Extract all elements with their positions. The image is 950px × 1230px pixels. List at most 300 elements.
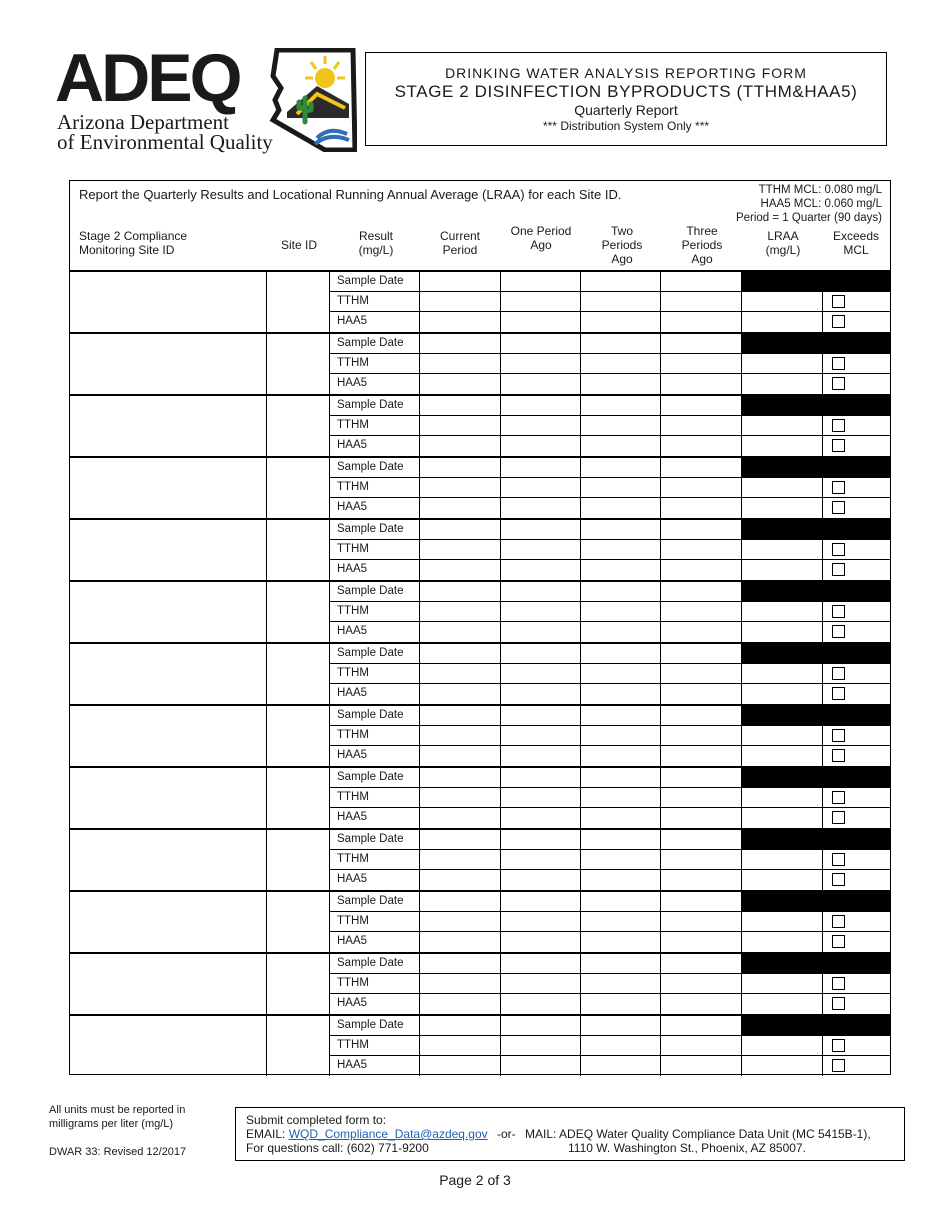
site-group [69,456,891,518]
result-input-cell[interactable] [661,808,742,828]
lraa-input-cell[interactable] [742,788,823,807]
result-input-cell[interactable] [420,478,501,497]
exceeds-mcl-checkbox[interactable] [832,439,845,452]
result-input-cell[interactable] [420,808,501,828]
site-name-field[interactable] [69,830,267,890]
result-row [330,560,891,580]
result-input-cell[interactable] [581,1036,661,1055]
result-input-cell[interactable] [581,664,661,683]
result-input-cell[interactable] [420,1036,501,1055]
lraa-input-cell[interactable] [742,994,823,1014]
result-input-cell[interactable] [420,788,501,807]
result-input-cell[interactable] [501,374,581,394]
lraa-input-cell[interactable] [742,746,823,766]
result-input-cell[interactable] [501,560,581,580]
result-input-cell[interactable] [661,374,742,394]
result-row [330,520,891,540]
result-input-cell[interactable] [581,892,661,911]
result-input-cell[interactable] [581,808,661,828]
site-name-field[interactable] [69,334,267,394]
exceeds-mcl-checkbox[interactable] [832,377,845,390]
row-label: TTHM [330,974,420,993]
lraa-input-cell[interactable] [742,560,823,580]
lraa-input-cell[interactable] [742,932,823,952]
exceeds-mcl-checkbox[interactable] [832,1039,845,1052]
blocked-cell [742,395,891,415]
result-input-cell[interactable] [581,870,661,890]
result-input-cell[interactable] [420,830,501,849]
blocked-cell [742,581,891,601]
lraa-input-cell[interactable] [742,870,823,890]
lraa-input-cell[interactable] [742,726,823,745]
result-input-cell[interactable] [581,354,661,373]
result-input-cell[interactable] [581,644,661,663]
result-input-cell[interactable] [581,540,661,559]
exceeds-mcl-checkbox[interactable] [832,419,845,432]
lraa-input-cell[interactable] [742,436,823,456]
row-label: TTHM [330,478,420,497]
result-input-cell[interactable] [420,334,501,353]
result-input-cell[interactable] [661,788,742,807]
result-input-cell[interactable] [581,850,661,869]
blocked-cell [742,953,891,973]
result-input-cell[interactable] [661,1036,742,1055]
site-name-field[interactable] [69,396,267,456]
result-input-cell[interactable] [661,560,742,580]
site-id-field[interactable] [266,644,330,704]
row-label: Sample Date [330,520,420,539]
result-input-cell[interactable] [501,746,581,766]
arizona-map-icon [267,48,357,152]
lraa-input-cell[interactable] [742,974,823,993]
result-input-cell[interactable] [661,582,742,601]
exceeds-mcl-checkbox[interactable] [832,543,845,556]
lraa-input-cell[interactable] [742,540,823,559]
result-input-cell[interactable] [420,726,501,745]
result-input-cell[interactable] [581,974,661,993]
exceeds-mcl-checkbox[interactable] [832,625,845,638]
result-input-cell[interactable] [420,706,501,725]
site-id-field[interactable] [266,1016,330,1076]
site-id-field[interactable] [266,272,330,332]
result-input-cell[interactable] [501,416,581,435]
header-lraa: LRAA (mg/L) [765,229,801,257]
result-input-cell[interactable] [420,974,501,993]
exceeds-mcl-checkbox[interactable] [832,873,845,886]
result-input-cell[interactable] [420,954,501,973]
lraa-input-cell[interactable] [742,374,823,394]
result-input-cell[interactable] [420,520,501,539]
result-input-cell[interactable] [501,1036,581,1055]
form-title: DRINKING WATER ANALYSIS REPORTING FORM [445,65,807,81]
site-id-field[interactable] [266,582,330,642]
lraa-input-cell[interactable] [742,292,823,311]
result-input-cell[interactable] [501,706,581,725]
result-input-cell[interactable] [581,830,661,849]
row-label: HAA5 [330,374,420,394]
site-id-field[interactable] [266,706,330,766]
result-input-cell[interactable] [581,478,661,497]
result-input-cell[interactable] [501,396,581,415]
result-input-cell[interactable] [581,396,661,415]
result-input-cell[interactable] [581,684,661,704]
result-input-cell[interactable] [661,870,742,890]
result-input-cell[interactable] [581,1016,661,1035]
result-row [330,892,891,912]
lraa-input-cell[interactable] [742,664,823,683]
lraa-input-cell[interactable] [742,602,823,621]
result-input-cell[interactable] [420,870,501,890]
blocked-cell [742,891,891,911]
result-input-cell[interactable] [661,644,742,663]
result-input-cell[interactable] [420,498,501,518]
result-input-cell[interactable] [581,560,661,580]
result-row [330,994,891,1014]
result-input-cell[interactable] [661,664,742,683]
result-input-cell[interactable] [420,354,501,373]
result-input-cell[interactable] [661,684,742,704]
result-input-cell[interactable] [420,312,501,332]
row-label: Sample Date [330,954,420,973]
result-input-cell[interactable] [661,954,742,973]
result-input-cell[interactable] [581,746,661,766]
result-input-cell[interactable] [581,1056,661,1076]
result-row [330,788,891,808]
result-input-cell[interactable] [420,912,501,931]
result-input-cell[interactable] [420,664,501,683]
exceeds-mcl-checkbox[interactable] [832,687,845,700]
result-input-cell[interactable] [501,664,581,683]
result-input-cell[interactable] [581,334,661,353]
site-group [69,704,891,766]
lraa-input-cell[interactable] [742,498,823,518]
site-id-field[interactable] [266,520,330,580]
result-input-cell[interactable] [501,768,581,787]
result-row [330,622,891,642]
result-input-cell[interactable] [661,478,742,497]
result-row [330,498,891,518]
result-input-cell[interactable] [420,746,501,766]
result-input-cell[interactable] [420,644,501,663]
row-label: Sample Date [330,1016,420,1035]
report-type: Quarterly Report [574,102,678,118]
exceeds-mcl-checkbox[interactable] [832,481,845,494]
lraa-input-cell[interactable] [742,354,823,373]
result-input-cell[interactable] [420,436,501,456]
site-group [69,1014,891,1076]
result-input-cell[interactable] [501,354,581,373]
site-name-field[interactable] [69,520,267,580]
result-input-cell[interactable] [661,312,742,332]
exceeds-mcl-checkbox[interactable] [832,749,845,762]
header-exceeds-mcl: Exceeds MCL [832,229,880,257]
site-id-field[interactable] [266,768,330,828]
result-input-cell[interactable] [661,746,742,766]
header-result: Result (mg/L) [358,229,394,257]
lraa-input-cell[interactable] [742,684,823,704]
result-input-cell[interactable] [501,644,581,663]
result-input-cell[interactable] [661,706,742,725]
result-input-cell[interactable] [581,622,661,642]
result-input-cell[interactable] [420,932,501,952]
result-input-cell[interactable] [581,416,661,435]
exceeds-mcl-checkbox[interactable] [832,315,845,328]
result-input-cell[interactable] [661,1056,742,1076]
lraa-input-cell[interactable] [742,416,823,435]
result-input-cell[interactable] [420,582,501,601]
result-input-cell[interactable] [581,272,661,291]
result-input-cell[interactable] [420,416,501,435]
result-input-cell[interactable] [420,560,501,580]
result-input-cell[interactable] [661,850,742,869]
result-row [330,932,891,952]
exceeds-mcl-checkbox[interactable] [832,915,845,928]
result-row [330,1056,891,1076]
result-input-cell[interactable] [420,1016,501,1035]
result-input-cell[interactable] [420,458,501,477]
result-row [330,602,891,622]
result-input-cell[interactable] [661,396,742,415]
result-row [330,954,891,974]
lraa-input-cell[interactable] [742,912,823,931]
site-id-field[interactable] [266,892,330,952]
result-input-cell[interactable] [420,684,501,704]
row-label: Sample Date [330,582,420,601]
exceeds-mcl-checkbox[interactable] [832,853,845,866]
exceeds-mcl-checkbox[interactable] [832,501,845,514]
result-input-cell[interactable] [661,416,742,435]
row-label: Sample Date [330,892,420,911]
exceeds-mcl-checkbox[interactable] [832,935,845,948]
result-input-cell[interactable] [501,498,581,518]
result-input-cell[interactable] [501,1056,581,1076]
result-input-cell[interactable] [501,788,581,807]
result-input-cell[interactable] [420,768,501,787]
result-input-cell[interactable] [661,974,742,993]
exceeds-mcl-checkbox[interactable] [832,791,845,804]
result-input-cell[interactable] [661,932,742,952]
mail-address: MAIL: ADEQ Water Quality Compliance Data Unit (MC 5415B-1), [525,1127,871,1141]
exceeds-mcl-checkbox[interactable] [832,605,845,618]
result-input-cell[interactable] [581,726,661,745]
result-input-cell[interactable] [661,912,742,931]
lraa-input-cell[interactable] [742,1036,823,1055]
row-label: TTHM [330,726,420,745]
result-input-cell[interactable] [581,582,661,601]
lraa-input-cell[interactable] [742,478,823,497]
result-input-cell[interactable] [661,892,742,911]
site-name-field[interactable] [69,706,267,766]
lraa-input-cell[interactable] [742,622,823,642]
row-label: HAA5 [330,870,420,890]
form-title-box [365,52,887,146]
result-input-cell[interactable] [581,706,661,725]
result-input-cell[interactable] [420,540,501,559]
result-input-cell[interactable] [581,458,661,477]
result-input-cell[interactable] [661,498,742,518]
result-input-cell[interactable] [501,622,581,642]
result-input-cell[interactable] [501,312,581,332]
result-input-cell[interactable] [501,808,581,828]
result-input-cell[interactable] [661,272,742,291]
site-id-field[interactable] [266,830,330,890]
lraa-input-cell[interactable] [742,312,823,332]
result-input-cell[interactable] [581,932,661,952]
row-label: HAA5 [330,622,420,642]
result-input-cell[interactable] [420,272,501,291]
email-link[interactable]: WQD_Compliance_Data@azdeq.gov [288,1127,488,1141]
result-input-cell[interactable] [581,312,661,332]
result-input-cell[interactable] [661,994,742,1014]
exceeds-mcl-checkbox[interactable] [832,357,845,370]
result-input-cell[interactable] [420,892,501,911]
result-input-cell[interactable] [501,954,581,973]
result-input-cell[interactable] [581,498,661,518]
row-label: Sample Date [330,334,420,353]
result-input-cell[interactable] [420,1056,501,1076]
adeq-logo [55,40,355,154]
result-input-cell[interactable] [420,622,501,642]
site-group [69,890,891,952]
site-group [69,828,891,890]
row-label: TTHM [330,1036,420,1055]
site-name-field[interactable] [69,458,267,518]
result-input-cell[interactable] [661,334,742,353]
result-input-cell[interactable] [581,436,661,456]
result-input-cell[interactable] [501,436,581,456]
result-input-cell[interactable] [420,850,501,869]
form-subtitle: STAGE 2 DISINFECTION BYPRODUCTS (TTHM&HAA5) [394,82,858,101]
result-input-cell[interactable] [661,726,742,745]
result-input-cell[interactable] [501,1016,581,1035]
site-name-field[interactable] [69,644,267,704]
result-input-cell[interactable] [501,582,581,601]
result-input-cell[interactable] [420,994,501,1014]
header-three-periods-ago: Three Periods Ago [681,224,723,266]
result-input-cell[interactable] [501,334,581,353]
exceeds-mcl-checkbox[interactable] [832,667,845,680]
result-input-cell[interactable] [661,830,742,849]
site-name-field[interactable] [69,272,267,332]
exceeds-mcl-checkbox[interactable] [832,563,845,576]
header-site-id: Site ID [280,238,317,252]
result-row [330,292,891,312]
result-input-cell[interactable] [501,850,581,869]
result-row [330,1036,891,1056]
row-label: Sample Date [330,644,420,663]
result-input-cell[interactable] [501,830,581,849]
result-input-cell[interactable] [581,994,661,1014]
result-row [330,870,891,890]
site-name-field[interactable] [69,954,267,1014]
result-input-cell[interactable] [661,292,742,311]
blocked-cell [742,519,891,539]
row-label: TTHM [330,292,420,311]
lraa-input-cell[interactable] [742,850,823,869]
result-input-cell[interactable] [661,436,742,456]
lraa-input-cell[interactable] [742,1056,823,1076]
result-input-cell[interactable] [420,292,501,311]
result-input-cell[interactable] [501,932,581,952]
site-id-field[interactable] [266,334,330,394]
result-row [330,726,891,746]
result-input-cell[interactable] [501,974,581,993]
result-row [330,912,891,932]
result-input-cell[interactable] [661,540,742,559]
result-input-cell[interactable] [581,954,661,973]
exceeds-mcl-checkbox[interactable] [832,997,845,1010]
result-input-cell[interactable] [420,602,501,621]
result-input-cell[interactable] [661,1016,742,1035]
result-input-cell[interactable] [501,892,581,911]
result-input-cell[interactable] [420,374,501,394]
result-input-cell[interactable] [501,520,581,539]
site-name-field[interactable] [69,1016,267,1076]
submit-heading: Submit completed form to: [246,1113,387,1127]
site-group [69,518,891,580]
result-input-cell[interactable] [501,602,581,621]
blocked-cell [742,705,891,725]
result-input-cell[interactable] [661,520,742,539]
result-input-cell[interactable] [501,272,581,291]
row-label: HAA5 [330,498,420,518]
result-input-cell[interactable] [581,788,661,807]
exceeds-mcl-checkbox[interactable] [832,295,845,308]
result-input-cell[interactable] [661,602,742,621]
site-group [69,270,891,332]
site-group [69,394,891,456]
result-input-cell[interactable] [661,622,742,642]
result-input-cell[interactable] [501,684,581,704]
exceeds-mcl-checkbox[interactable] [832,977,845,990]
site-id-field[interactable] [266,396,330,456]
site-name-field[interactable] [69,768,267,828]
result-row [330,582,891,602]
site-id-field[interactable] [266,458,330,518]
result-input-cell[interactable] [661,458,742,477]
phone-info: For questions call: (602) 771-9200 [246,1141,429,1155]
result-input-cell[interactable] [501,458,581,477]
result-input-cell[interactable] [420,396,501,415]
result-input-cell[interactable] [661,354,742,373]
result-input-cell[interactable] [581,520,661,539]
lraa-input-cell[interactable] [742,808,823,828]
result-input-cell[interactable] [581,768,661,787]
exceeds-mcl-checkbox[interactable] [832,729,845,742]
result-input-cell[interactable] [501,870,581,890]
logo-agency-name: Arizona Department of Environmental Quality [57,110,273,154]
result-input-cell[interactable] [581,602,661,621]
result-input-cell[interactable] [581,374,661,394]
site-name-field[interactable] [69,582,267,642]
site-id-field[interactable] [266,954,330,1014]
result-input-cell[interactable] [581,912,661,931]
result-row [330,312,891,332]
result-input-cell[interactable] [581,292,661,311]
row-label: Sample Date [330,272,420,291]
site-name-field[interactable] [69,892,267,952]
result-input-cell[interactable] [501,292,581,311]
result-input-cell[interactable] [501,912,581,931]
result-input-cell[interactable] [661,768,742,787]
result-input-cell[interactable] [501,478,581,497]
result-input-cell[interactable] [501,540,581,559]
exceeds-mcl-checkbox[interactable] [832,1059,845,1072]
result-input-cell[interactable] [501,994,581,1014]
header-two-periods-ago: Two Periods Ago [601,224,643,266]
result-input-cell[interactable] [501,726,581,745]
exceeds-mcl-checkbox[interactable] [832,811,845,824]
